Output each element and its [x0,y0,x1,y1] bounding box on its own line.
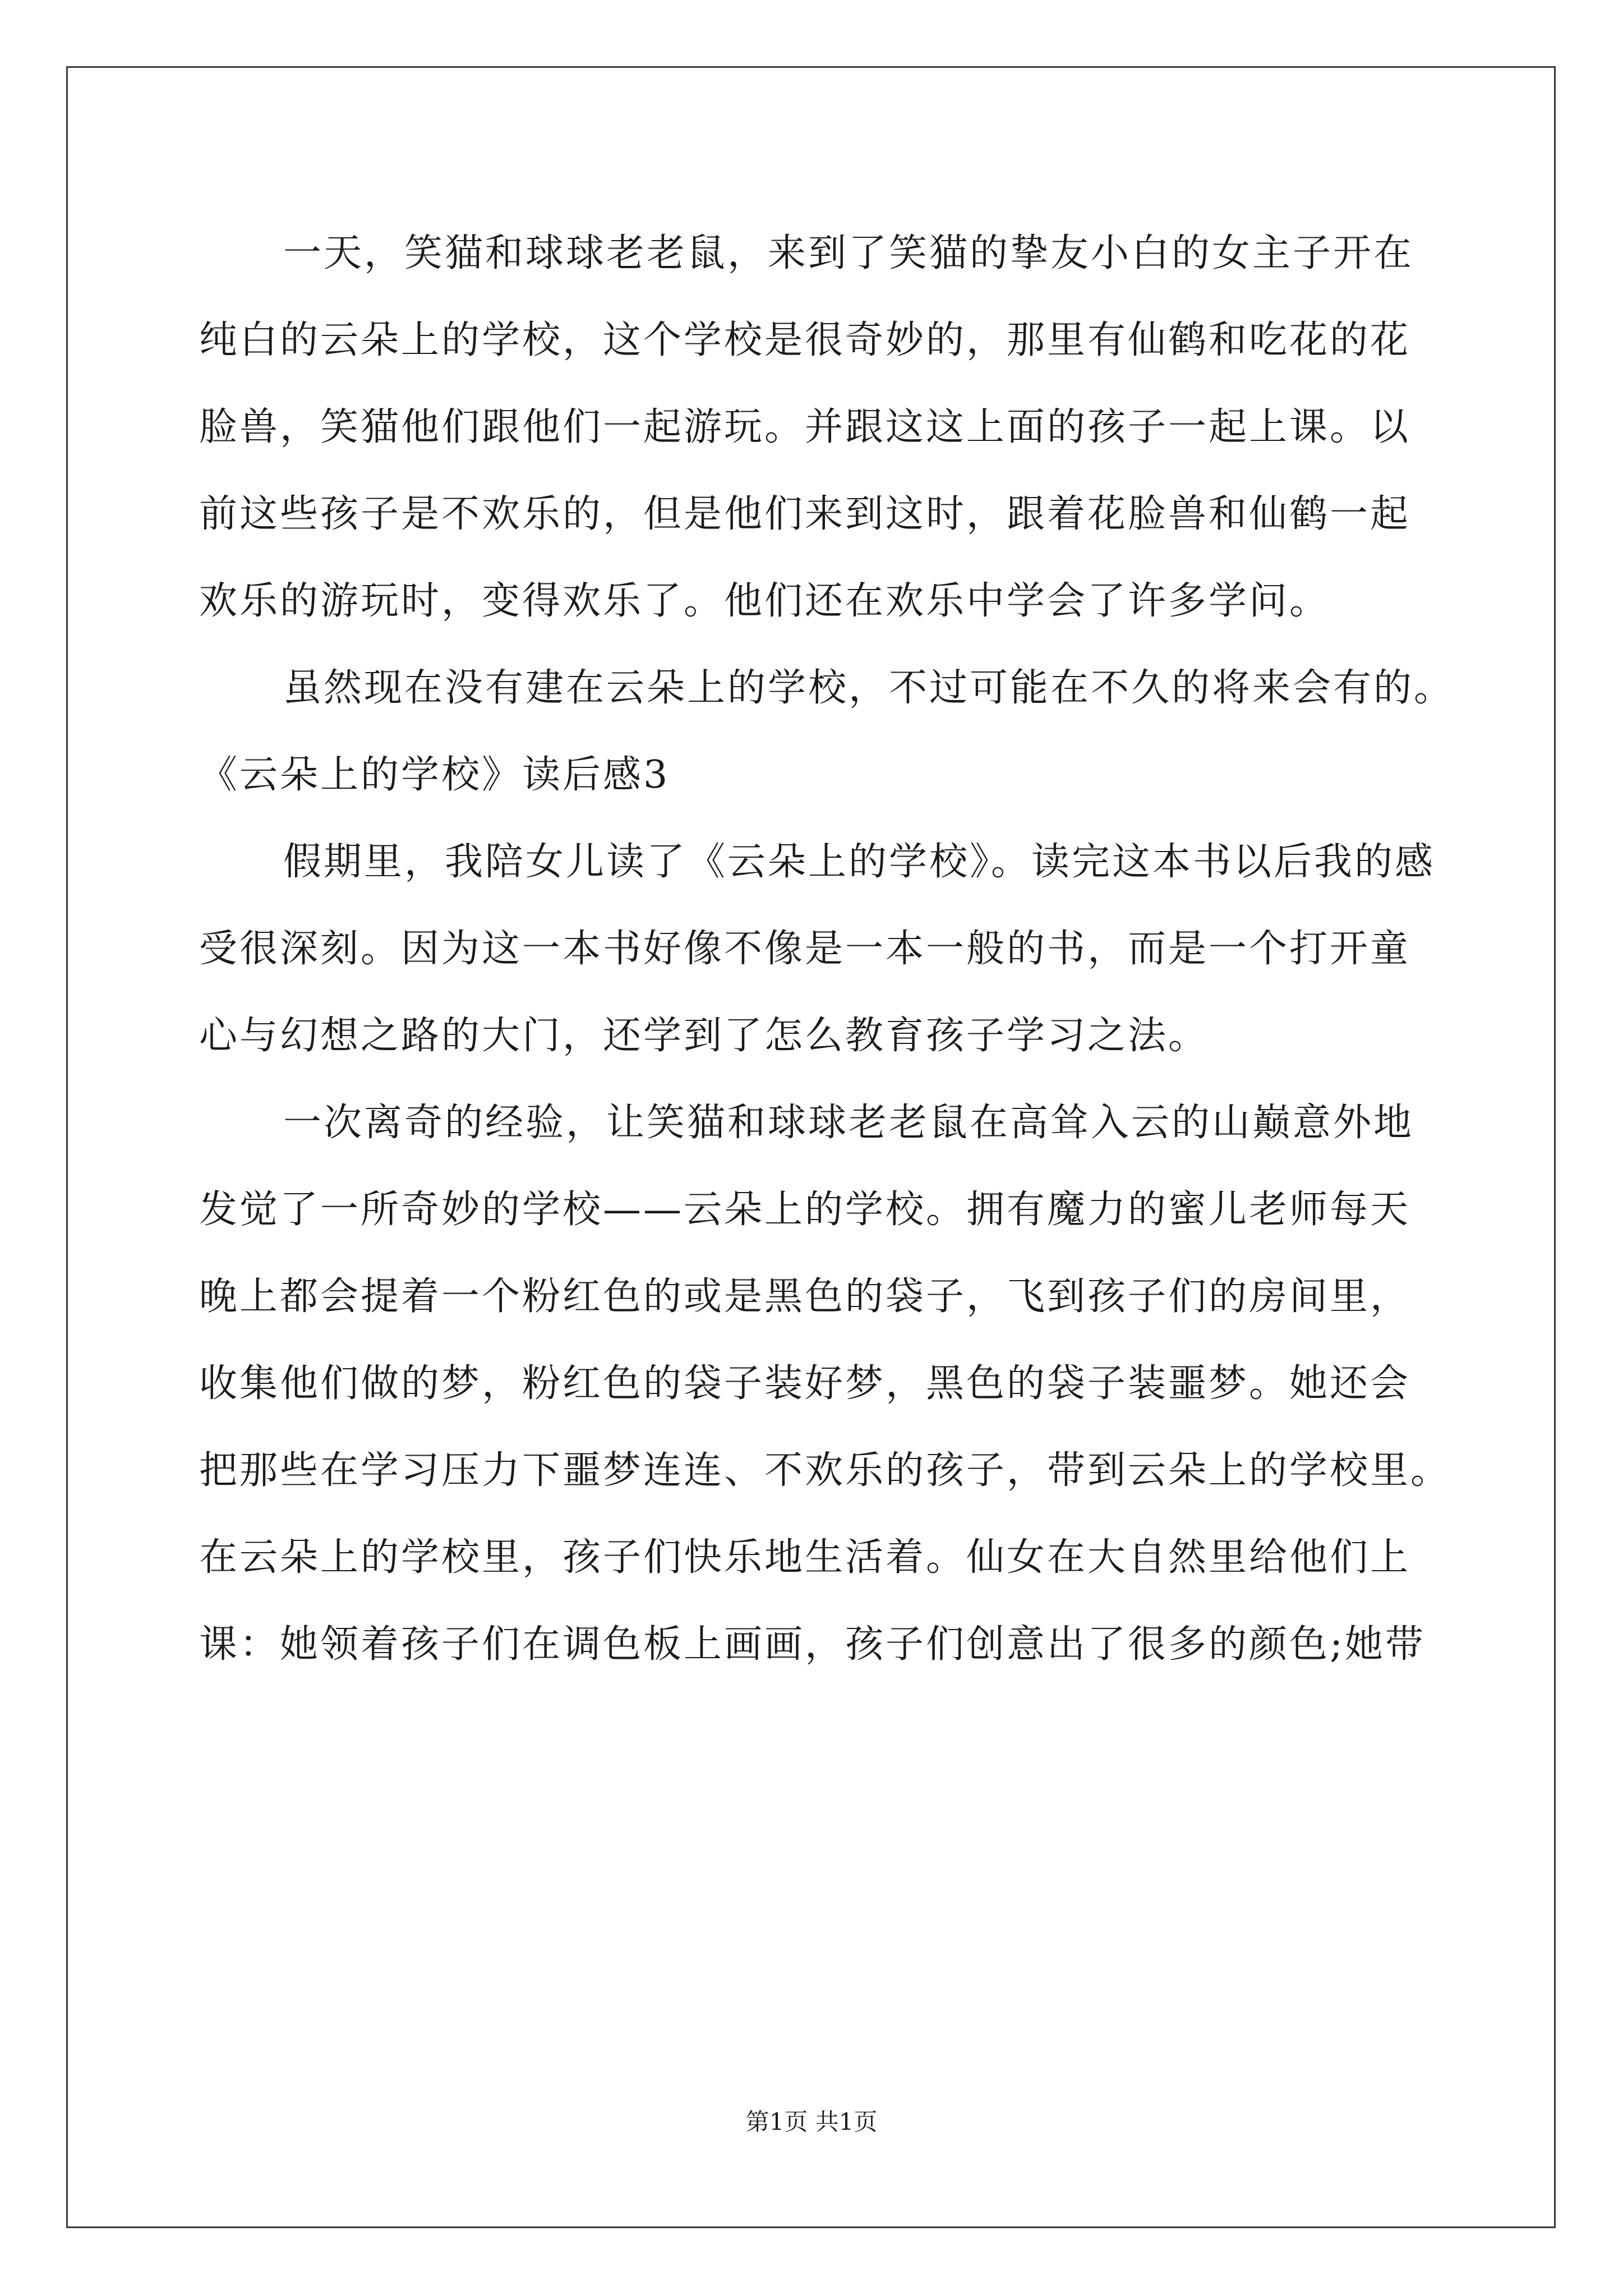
page-footer: 第1页 共1页 [745,2108,878,2136]
paragraph-line: 前这些孩子是不欢乐的，但是他们来到这时，跟着花脸兽和仙鹤一起 [199,492,1411,536]
paragraph-line: 一天，笑猫和球球老老鼠，来到了笑猫的挚友小白的女主子开在 [283,231,1414,275]
section-heading: 《云朵上的学校》读后感3 [199,753,670,797]
paragraph-line: 把那些在学习压力下噩梦连连、不欢乐的孩子，带到云朵上的学校里。 [199,1448,1451,1493]
paragraph-line: 心与幻想之路的大门，还学到了怎么教育孩子学习之法。 [199,1014,1209,1058]
paragraph-line: 虽然现在没有建在云朵上的学校，不过可能在不久的将来会有的。 [283,666,1455,710]
paragraph-line: 受很深刻。因为这一本书好像不像是一本一般的书，而是一个打开童 [199,927,1411,971]
paragraph-line: 欢乐的游玩时，变得欢乐了。他们还在欢乐中学会了许多学问。 [199,579,1330,623]
paragraph-line: 假期里，我陪女儿读了《云朵上的学校》。读完这本书以后我的感 [283,840,1436,884]
paragraph-line: 课：她领着孩子们在调色板上画画，孩子们创意出了很多的颜色;她带 [199,1622,1426,1667]
paragraph-line: 发觉了一所奇妙的学校——云朵上的学校。拥有魔力的蜜儿老师每天 [199,1188,1411,1232]
paragraph-line: 纯白的云朵上的学校，这个学校是很奇妙的，那里有仙鹤和吃花的花 [199,318,1411,362]
paragraph-line: 晚上都会提着一个粉红色的或是黑色的袋子，飞到孩子们的房间里， [199,1274,1411,1319]
paragraph-line: 在云朵上的学校里，孩子们快乐地生活着。仙女在大自然里给他们上 [199,1535,1411,1580]
paragraph-line: 一次离奇的经验，让笑猫和球球老老鼠在高耸入云的山巅意外地 [283,1101,1414,1145]
page-border [66,66,1556,2228]
paragraph-line: 收集他们做的梦，粉红色的袋子装好梦，黑色的袋子装噩梦。她还会 [199,1361,1411,1406]
paragraph-line: 脸兽，笑猫他们跟他们一起游玩。并跟这这上面的孩子一起上课。以 [199,405,1411,449]
